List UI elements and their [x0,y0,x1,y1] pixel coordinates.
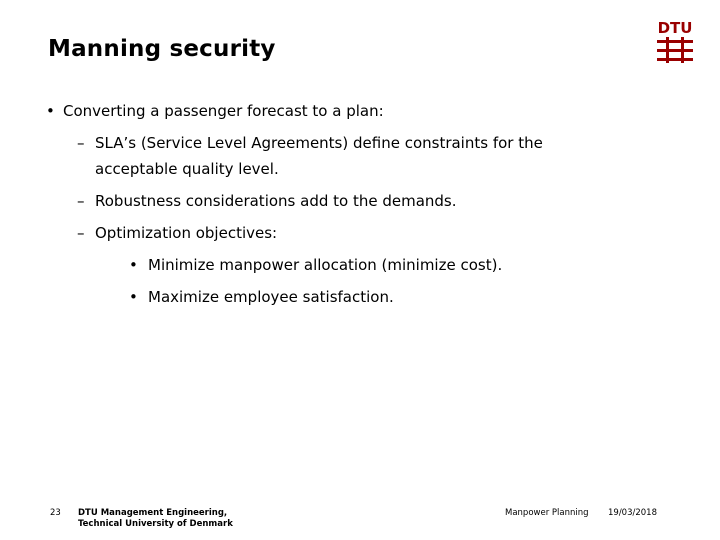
subsubbullet-marker: • [129,288,138,306]
subbullet-text-continued: acceptable quality level. [95,160,279,178]
footer-org-line2: Technical University of Denmark [78,518,233,529]
subbullet-text: Optimization objectives: [95,224,278,242]
page-number: 23 [50,508,61,518]
footer-date: 19/03/2018 [608,508,657,518]
footer-org-line1: DTU Management Engineering, [78,508,228,518]
subsubbullet-item [44,256,684,288]
subsubbullet-text: Maximize employee satisfaction. [148,288,394,306]
logo-text: DTU [657,19,693,37]
subsubbullet-item [44,288,684,320]
dtu-logo-icon [655,18,695,66]
logo-stripes [657,37,693,63]
subbullet-marker: – [77,192,85,210]
bullet-text: Converting a passenger forecast to a plan: [63,102,384,120]
subbullet-text: SLA’s (Service Level Agreements) define constraints for the [95,134,543,152]
subsubbullet-text: Minimize manpower allocation (minimize cost). [148,256,503,274]
slide-body [44,102,684,320]
slide-title: Manning security [48,36,276,62]
subbullet-item [44,192,684,224]
subbullet-text: Robustness considerations add to the demands. [95,192,457,210]
subbullet-marker: – [77,134,85,152]
subbullet-continuation [44,160,684,192]
subsubbullet-marker: • [129,256,138,274]
bullet-marker: • [46,102,55,120]
footer-organization [78,508,233,529]
bullet-item [44,102,684,134]
subbullet-item [44,134,684,160]
footer-topic: Manpower Planning [505,508,589,518]
subbullet-item [44,224,684,256]
subbullet-marker: – [77,224,85,242]
